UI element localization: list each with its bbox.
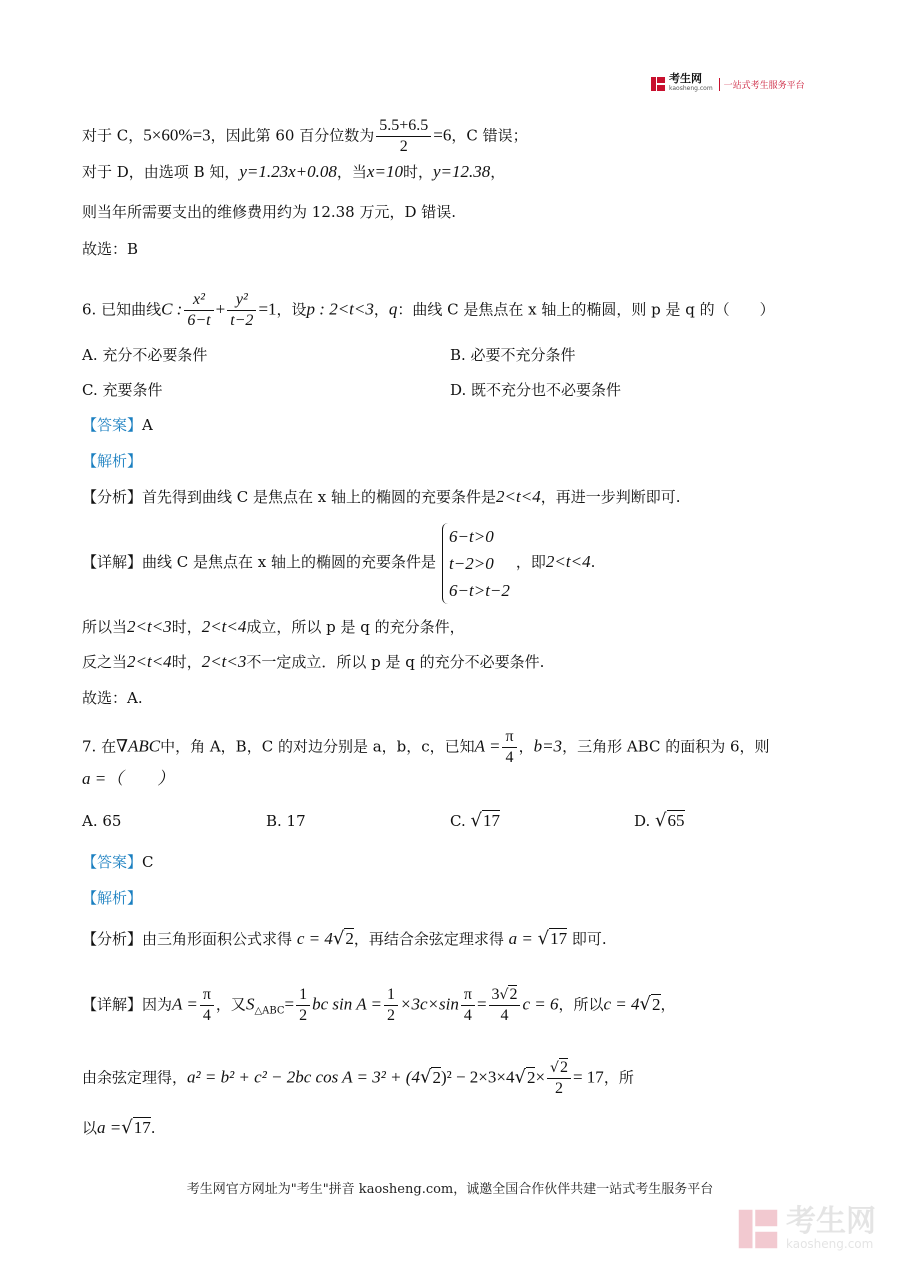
prev-line-d2: 则当年所需要支出的维修费用约为 12.38 万元，D 错误.	[82, 203, 457, 221]
logo-name: 考生网	[669, 72, 702, 85]
q7-analysis-tag: 【解析】	[82, 889, 143, 907]
q6-line-1: 所以当2<t<3时，2<t<4成立，所以 p 是 q 的充分条件，	[82, 617, 465, 636]
q6-option-b: B. 必要不充分条件	[450, 346, 576, 364]
q7-option-c: C. √17	[450, 810, 500, 831]
q7-final: 以a =√17.	[82, 1117, 156, 1138]
logo-url: kaosheng.com	[669, 85, 713, 92]
q6-option-a: A. 充分不必要条件	[82, 346, 208, 364]
watermark-name: 考生网	[786, 1204, 876, 1239]
fraction: $\frac{1}{2}$	[384, 985, 398, 1026]
fraction: $\frac{\pi}{4}$	[200, 985, 214, 1026]
prev-choose: 故选：B	[82, 240, 139, 258]
q6-analysis-tag: 【解析】	[82, 452, 143, 470]
q7-cosine: 由余弦定理得，a² = b² + c² − 2bc cos A = 3² + (4√2)² − 2×3×4√2× $\frac{√2}{2}$ = 17，所	[82, 1059, 634, 1097]
page-footer: 考生网官方网址为"考生"拼音 kaosheng.com，诚邀全国合作伙伴共建一站式考生服务平台	[186, 1182, 714, 1197]
q7-answer: 【答案】C	[82, 853, 154, 871]
q7-xiangjie: 【详解】因为A = $\frac{\pi}{4}$ ，又$S_{\triangle ABC}=$ $\frac{1}{2}$ bc sin A = $\frac{1}{2}$ ×3c×sin $\frac{\pi}{4}$ = $\frac{3√2}{4}$ c = 6，所以c = 4√2，	[82, 986, 676, 1024]
q6-stem: 6. 已知曲线C : $\frac{\text{x²}}{6-t}$ + $\frac{\text{y²}}{t-2}$ =1，设p : 2<t<3，q：曲线 C 是焦点在 x 轴上的椭圆，则 p 是 q 的（ ）	[82, 291, 775, 329]
q7-option-a: A. 65	[82, 812, 122, 830]
q7-option-b: B. 17	[266, 812, 306, 830]
watermark-url: kaosheng.com	[786, 1237, 874, 1251]
inequality-system: 6−t>0 t−2>0 6−t>t−2	[442, 523, 510, 604]
fraction: $\frac{1}{2}$	[296, 985, 310, 1026]
kaosheng-watermark-icon	[736, 1207, 780, 1251]
q6-option-c: C. 充要条件	[82, 381, 163, 399]
q6-option-d: D. 既不充分也不必要条件	[450, 381, 622, 399]
q6-choose: 故选：A.	[82, 689, 143, 707]
fraction: $\frac{3√2}{4}$	[489, 985, 521, 1026]
q7-stem-line2: a =（ ）	[82, 769, 175, 788]
fraction: $\frac{5.5+6.5}{2}$	[376, 116, 431, 157]
prev-line-d: 对于 D，由选项 B 知，y=1.23x+0.08，当x=10时，y=12.38，	[82, 162, 506, 181]
q6-fenxi: 【分析】首先得到曲线 C 是焦点在 x 轴上的椭圆的充要条件是2<t<4，再进一步判断即可.	[82, 487, 681, 506]
prev-line-c: 对于 C，5×60%=3，因此第 60 百分位数为 $\frac{5.5+6.5}{2}$ =6，C 错误；	[82, 117, 528, 155]
q7-option-d: D. √65	[634, 810, 685, 831]
q6-line-2: 反之当2<t<4时，2<t<3不一定成立．所以 p 是 q 的充分不必要条件.	[82, 652, 545, 671]
q7-stem: 7. 在∇ABC中，角 A，B，C 的对边分别是 a，b，c，已知A = $\frac{\pi}{4}$ ，b=3，三角形 ABC 的面积为 6，则	[82, 728, 770, 766]
q7-fenxi: 【分析】由三角形面积公式求得 c = 4√2，再结合余弦定理求得 a = √17 即可.	[82, 928, 607, 949]
fraction: $\frac{\text{y²}}{t-2}$	[227, 290, 256, 331]
q6-xiangjie: 【详解】曲线 C 是焦点在 x 轴上的椭圆的充要条件是 6−t>0 t−2>0 6−t>t−2 ，即2<t<4.	[82, 518, 595, 606]
fraction: $\frac{\text{x²}}{6-t}$	[184, 290, 213, 331]
q6-answer: 【答案】A	[82, 416, 153, 434]
fraction: $\frac{√2}{2}$	[547, 1058, 571, 1099]
header-logo	[650, 74, 805, 94]
fraction: $\frac{\pi}{4}$	[502, 727, 516, 768]
watermark	[736, 1204, 876, 1251]
logo-slogan: 一站式考生服务平台	[719, 78, 805, 91]
kaosheng-logo-icon	[650, 76, 666, 92]
fraction: $\frac{\pi}{4}$	[461, 985, 475, 1026]
